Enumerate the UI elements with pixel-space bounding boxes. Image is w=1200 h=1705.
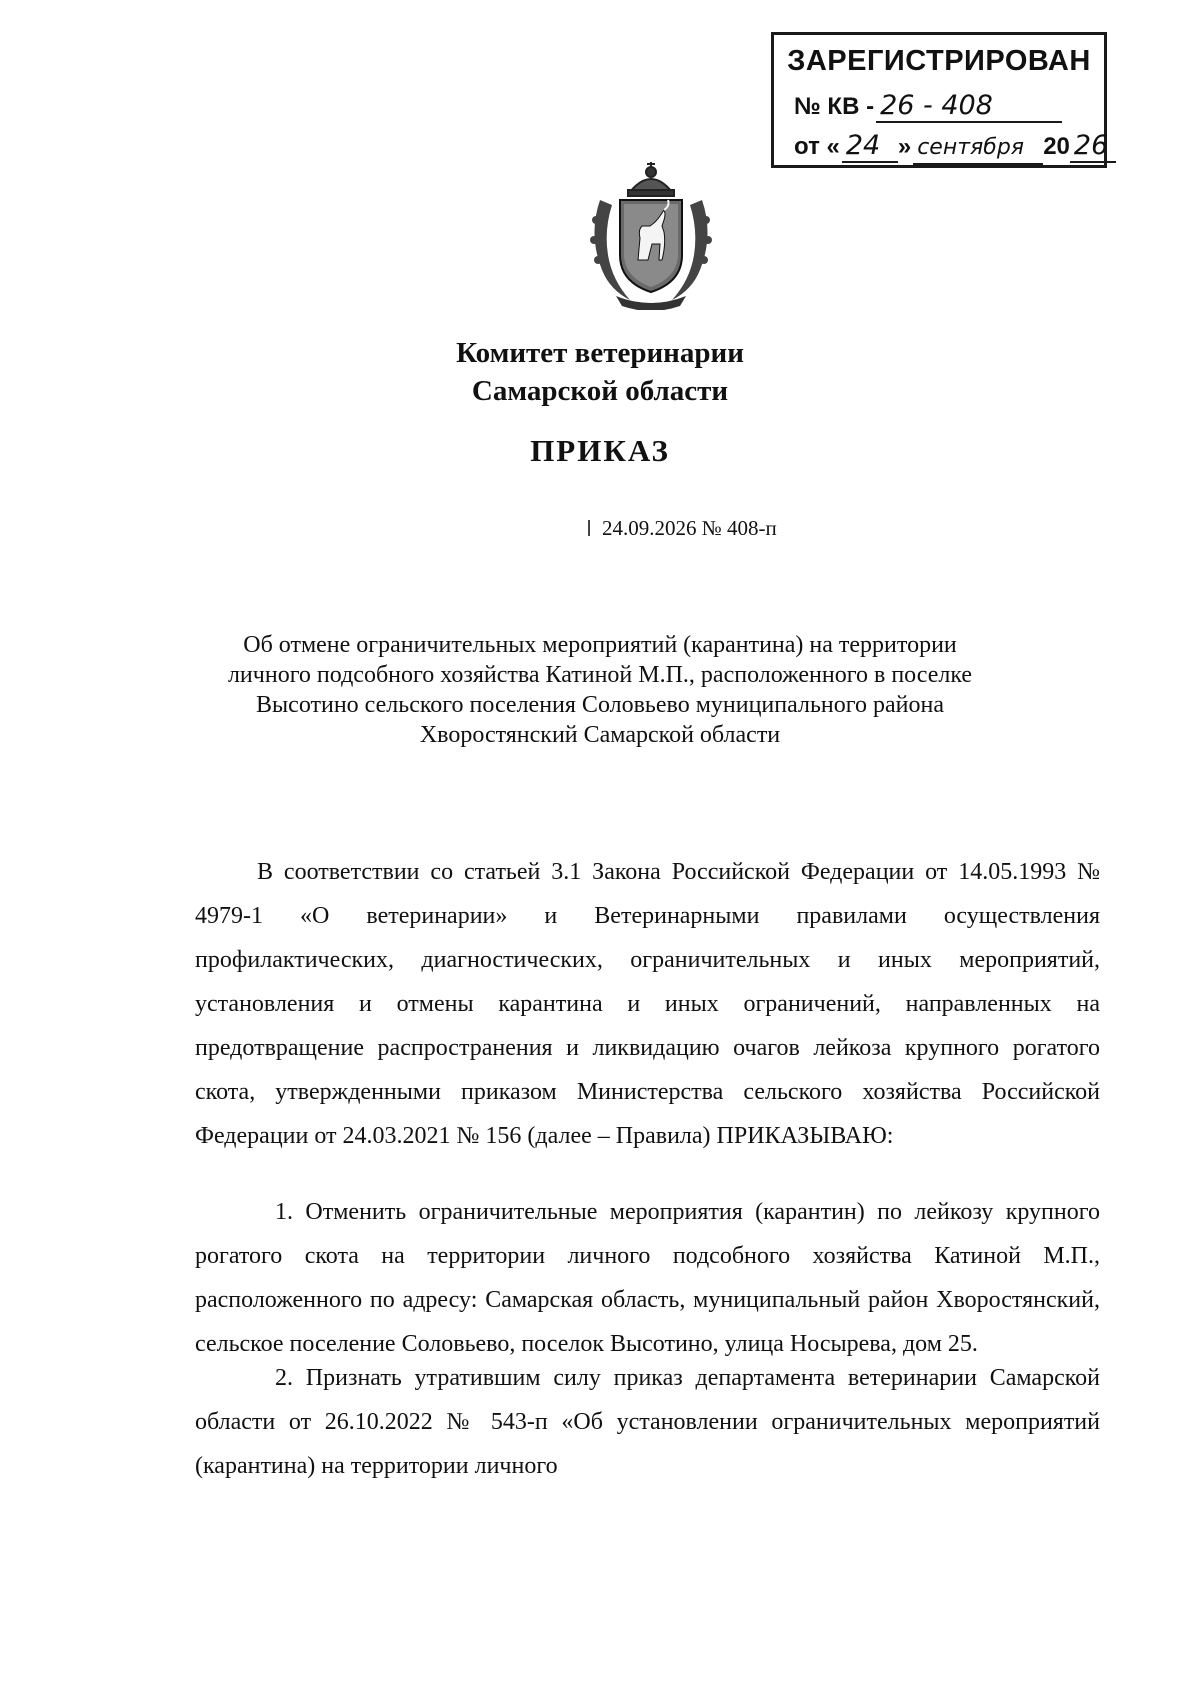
paragraph-text: 2. Признать утратившим силу приказ департамента ветеринарии Самарской области от 26.10.2022 № 543-п «Об установлении ограничительных мероприятий (карантина) на территории личного (195, 1365, 1100, 1479)
subject-line: личного подсобного хозяйства Катиной М.П., расположенного в поселке (227, 662, 973, 688)
document-type: ПРИКАЗ (530, 433, 670, 468)
scan-mark (588, 520, 590, 536)
subject-line: Высотино сельского поселения Соловьево муниципального района (256, 692, 944, 718)
stamp-number-handwritten: 26 - 408 (876, 91, 1062, 123)
org-name-line1: Комитет ветеринарии (456, 337, 744, 369)
stamp-year-prefix: 20 (1043, 133, 1070, 160)
stamp-year-handwritten: 26 (1070, 131, 1116, 163)
stamp-month-sep: » (897, 133, 912, 160)
stamp-day-handwritten: 24 (842, 131, 898, 163)
stamp-date-row (794, 131, 1116, 165)
subject-line: Об отмене ограничительных мероприятий (карантина) на территории (243, 632, 957, 658)
paragraph-text: 1. Отменить ограничительные мероприятия (карантин) по лейкозу крупного рогатого скота на территории личного подсобного хозяйства Катиной М.П., расположенного по адресу: Самарская область, муниципальный район Хворостянский, сельское поселение Соловьево, поселок Высотино, улица Носырева, дом 25. (195, 1199, 1100, 1357)
stamp-month-handwritten: сентября (913, 133, 1043, 165)
registration-stamp (771, 32, 1107, 168)
coat-of-arms-icon (580, 160, 722, 310)
paragraph-text: В соответствии со статьей 3.1 Закона Российской Федерации от 14.05.1993 № 4979-1 «О ветеринарии» и Ветеринарными правилами осуществления профилактических, диагностических, ограничительных и иных мероприятий, установления и отмены карантина и иных ограничений, направленных на предотвращение распространения и ликвидацию очагов лейкоза крупного рогатого скота, утвержденными приказом Министерства сельского хозяйства Российской Федерации от 24.03.2021 № 156 (далее – Правила) ПРИКАЗЫВАЮ: (195, 859, 1100, 1149)
body-paragraph-item-2 (195, 1356, 1100, 1488)
stamp-number-row (794, 91, 1062, 123)
body-paragraph-preamble (195, 850, 1100, 1158)
document-subject (150, 630, 1050, 750)
document-number: 24.09.2026 № 408-п (602, 516, 777, 540)
stamp-date-prefix: от « (794, 133, 840, 160)
body-paragraph-item-1 (195, 1190, 1100, 1366)
org-name-line2: Самарской области (471, 375, 729, 407)
subject-line: Хворостянский Самарской области (419, 722, 781, 748)
stamp-number-prefix: № КВ - (794, 93, 875, 120)
stamp-title: ЗАРЕГИСТРИРОВАН (787, 45, 1091, 77)
document-number-line (588, 516, 777, 541)
